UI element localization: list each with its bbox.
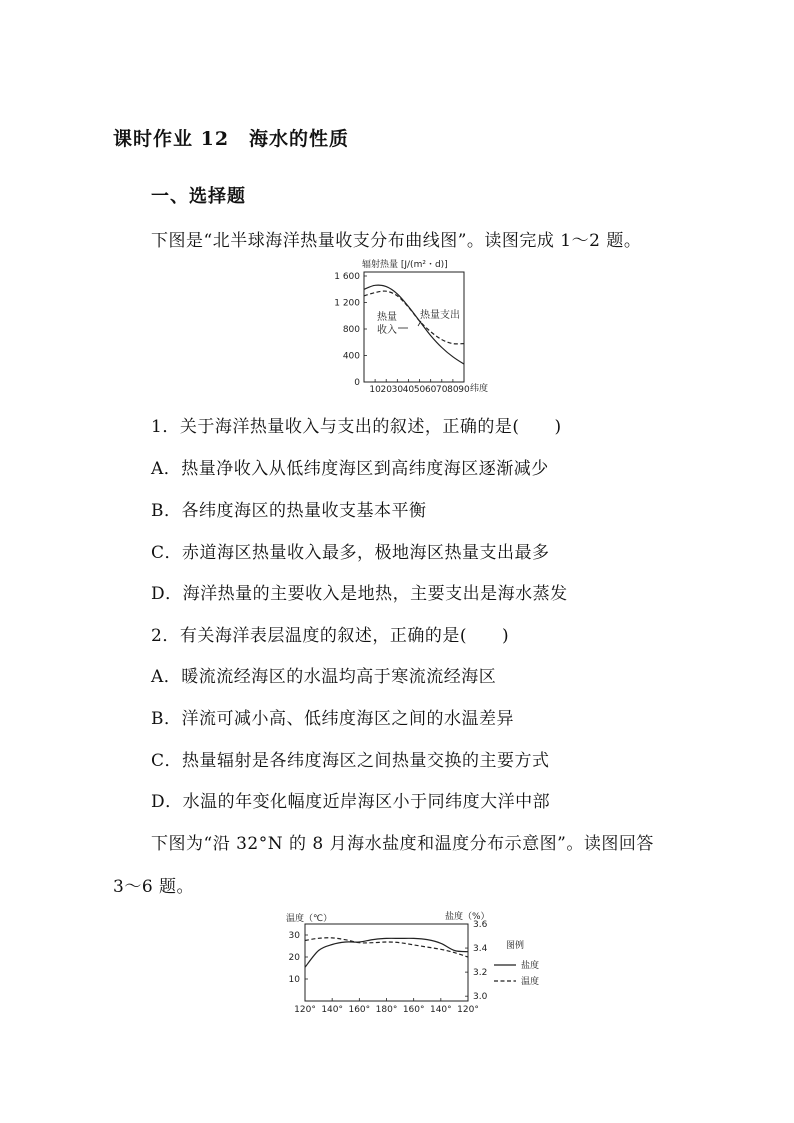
chart2-xtick-label: 120° — [457, 1005, 479, 1015]
chart1-xlabel: 纬度 — [470, 384, 489, 394]
chart1-ytick-label: 1 600 — [334, 272, 360, 282]
intro-text-2-line2: 3～6 题。 — [113, 877, 195, 897]
chart2-ylabel-right: 盐度（%） — [445, 912, 490, 922]
series-temperature-line — [305, 938, 468, 957]
legend-salinity-label: 盐度 — [521, 961, 540, 971]
question-1-option-a: A．热量净收入从低纬度海区到高纬度海区逐渐减少 — [151, 459, 549, 479]
chart1-ytick-label: 800 — [342, 325, 360, 335]
chart2-xtick-label: 120° — [294, 1005, 316, 1015]
chart1-xtick-label: 10 — [369, 385, 381, 395]
chart1-xtick-label: 20 — [380, 385, 392, 395]
chart1-xtick-label: 80 — [447, 385, 459, 395]
question-2-option-b: B．洋流可减小高、低纬度海区之间的水温差异 — [151, 709, 514, 729]
chart2-legend — [494, 939, 539, 987]
section-heading: 一、选择题 — [151, 186, 246, 207]
chart2-plot-frame — [305, 924, 468, 1001]
chart2-xtick-label: 160° — [348, 1005, 371, 1015]
chart2-ylabel-left: 温度（℃） — [286, 914, 333, 924]
label-income-line2: 收入 — [377, 325, 397, 336]
legend-title: 图例 — [506, 941, 525, 951]
chart1-xtick-label: 30 — [391, 385, 404, 395]
chart2-ytick-right-label: 3.0 — [473, 992, 488, 1003]
chart1-xtick-label: 70 — [436, 385, 448, 395]
page-title: 课时作业 12 海水的性质 — [113, 128, 350, 150]
label-expense: 热量支出 — [420, 310, 460, 321]
question-1-option-d: D．海洋热量的主要收入是地热，主要支出是海水蒸发 — [151, 584, 568, 604]
chart1-xtick-label: 90 — [458, 385, 470, 395]
chart2-ytick-right-label: 3.2 — [473, 968, 488, 979]
chart1-ylabel: 辐射热量 [J/(m²・d)] — [362, 260, 448, 270]
chart2-ytick-right-label: 3.4 — [473, 944, 488, 955]
legend-temperature-label: 温度 — [521, 977, 540, 987]
intro-text-2-line1: 下图为“沿 32°N 的 8 月海水盐度和温度分布示意图”。读图回答 — [151, 834, 654, 854]
label-income-line1: 热量 — [377, 312, 397, 323]
chart1-ytick-label: 1 200 — [334, 298, 360, 309]
salinity-temperature-chart — [280, 906, 560, 1016]
question-1-option-b: B．各纬度海区的热量收支基本平衡 — [151, 501, 427, 521]
chart2-ytick-left-label: 10 — [288, 975, 300, 985]
question-2-option-d: D．水温的年变化幅度近岸海区小于同纬度大洋中部 — [151, 792, 551, 812]
chart2-ytick-left-label: 20 — [288, 953, 300, 963]
chart2-xtick-label: 160° — [402, 1005, 425, 1015]
chart2-ytick-left-label: 30 — [288, 931, 300, 941]
question-1-stem: 1．关于海洋热量收入与支出的叙述，正确的是( ) — [151, 417, 562, 437]
chart2-xtick-label: 140° — [321, 1005, 344, 1015]
chart1-ytick-label: 0 — [354, 378, 360, 388]
chart2-xtick-label: 180° — [375, 1005, 398, 1015]
chart1-ytick-label: 400 — [342, 351, 360, 362]
chart1-xtick-label: 60 — [424, 385, 437, 395]
question-2-option-c: C．热量辐射是各纬度海区之间热量交换的主要方式 — [151, 751, 550, 771]
chart1-xtick-label: 50 — [413, 385, 426, 395]
chart2-ytick-right-label: 3.6 — [473, 920, 488, 930]
question-2-option-a: A．暖流流经海区的水温均高于寒流流经海区 — [151, 667, 497, 687]
question-2-stem: 2．有关海洋表层温度的叙述，正确的是( ) — [151, 626, 510, 646]
intro-text-1: 下图是“北半球海洋热量收支分布曲线图”。读图完成 1～2 题。 — [151, 231, 642, 251]
chart2-xtick-label: 140° — [429, 1005, 452, 1015]
heat-budget-chart — [320, 256, 510, 398]
series-salinity-line — [305, 938, 468, 967]
chart1-xtick-label: 40 — [402, 385, 415, 395]
question-1-option-c: C．赤道海区热量收入最多，极地海区热量支出最多 — [151, 543, 550, 563]
